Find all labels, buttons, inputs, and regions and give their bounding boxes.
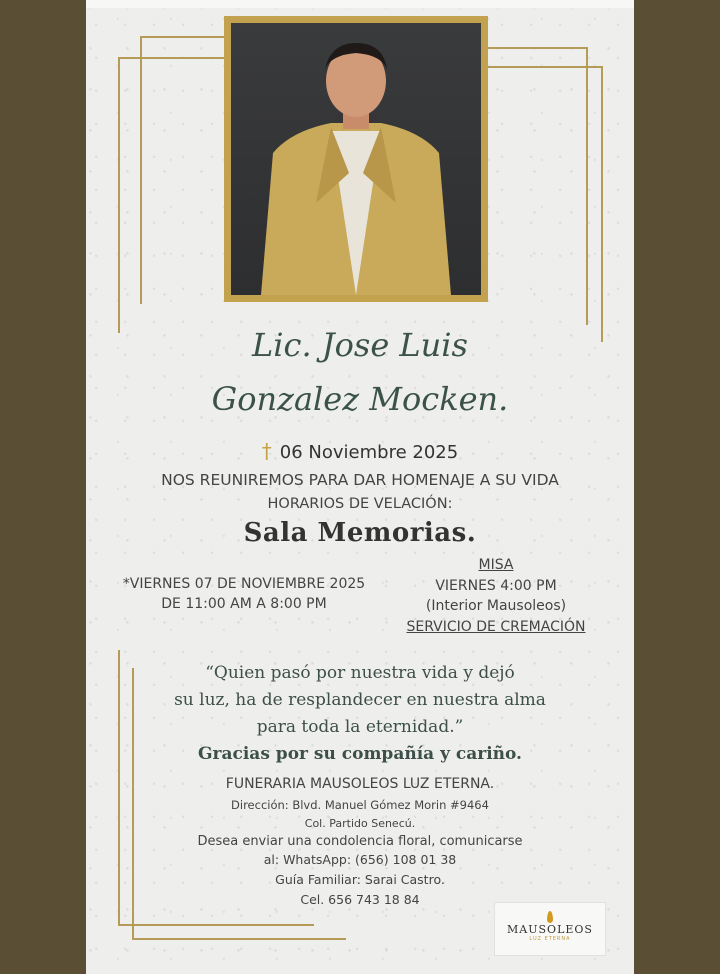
flame-icon	[547, 911, 553, 923]
gold-line	[601, 66, 603, 342]
memorial-quote	[86, 660, 634, 768]
gold-line	[488, 66, 603, 68]
quote-line2: su luz, ha de resplandecer en nuestra alma	[174, 690, 546, 710]
condolence-text: Desea enviar una condolencia floral, comunicarse	[197, 834, 523, 849]
mass-heading: MISA	[478, 557, 514, 573]
top-bar	[86, 0, 634, 8]
family-guide: Guía Familiar: Sarai Castro.	[275, 872, 445, 887]
schedule-heading: HORARIOS DE VELACIÓN:	[267, 496, 453, 512]
portrait-illustration	[231, 23, 481, 295]
portrait-frame	[224, 16, 488, 302]
mass-schedule	[386, 555, 606, 637]
logo-subtitle: LUZ ETERNA	[529, 936, 571, 942]
gold-line	[118, 924, 314, 926]
portrait-photo	[231, 23, 481, 295]
gold-line	[488, 47, 588, 49]
logo-brand: MAUSOLEOS	[507, 923, 593, 936]
date-text: 06 Noviembre 2025	[279, 442, 459, 463]
wake-line1: *VIERNES 07 DE NOVIEMBRE 2025	[122, 576, 366, 592]
gathering-text: NOS REUNIREMOS PARA DAR HOMENAJE A SU VIDA	[161, 471, 559, 489]
deceased-name-line1: Lic. Jose Luis	[252, 326, 468, 364]
mass-line1: VIERNES 4:00 PM	[435, 577, 557, 594]
obituary-card	[86, 0, 634, 974]
whatsapp-contact: al: WhatsApp: (656) 108 01 38	[263, 852, 457, 867]
gold-line	[586, 47, 588, 325]
gold-line	[118, 57, 120, 333]
cross-icon: †	[261, 439, 272, 463]
quote-line1: “Quien pasó por nuestra vida y dejó	[205, 663, 515, 683]
gold-line	[132, 938, 346, 940]
mausoleos-logo	[494, 902, 606, 956]
funeral-home-name: FUNERARIA MAUSOLEOS LUZ ETERNA.	[225, 776, 495, 792]
gold-line	[140, 36, 142, 304]
funeral-colony: Col. Partido Senecú.	[304, 817, 416, 830]
death-date	[86, 439, 634, 463]
funeral-address: Dirección: Blvd. Manuel Gómez Morin #9464	[231, 798, 489, 812]
wake-schedule	[110, 576, 378, 612]
wake-line2: DE 11:00 AM A 8:00 PM	[161, 596, 327, 612]
mass-line2: (Interior Mausoleos)	[425, 598, 567, 614]
gold-line	[118, 57, 228, 59]
phone-contact: Cel. 656 743 18 84	[300, 892, 420, 907]
deceased-name-line2: Gonzalez Mocken.	[211, 380, 509, 418]
cremation-service: SERVICIO DE CREMACIÓN	[406, 618, 586, 635]
room-name: Sala Memorias.	[243, 518, 477, 548]
thanks-line: Gracias por su compañía y cariño.	[198, 744, 522, 764]
quote-line3: para toda la eternidad.”	[256, 717, 464, 737]
gold-line	[140, 36, 230, 38]
